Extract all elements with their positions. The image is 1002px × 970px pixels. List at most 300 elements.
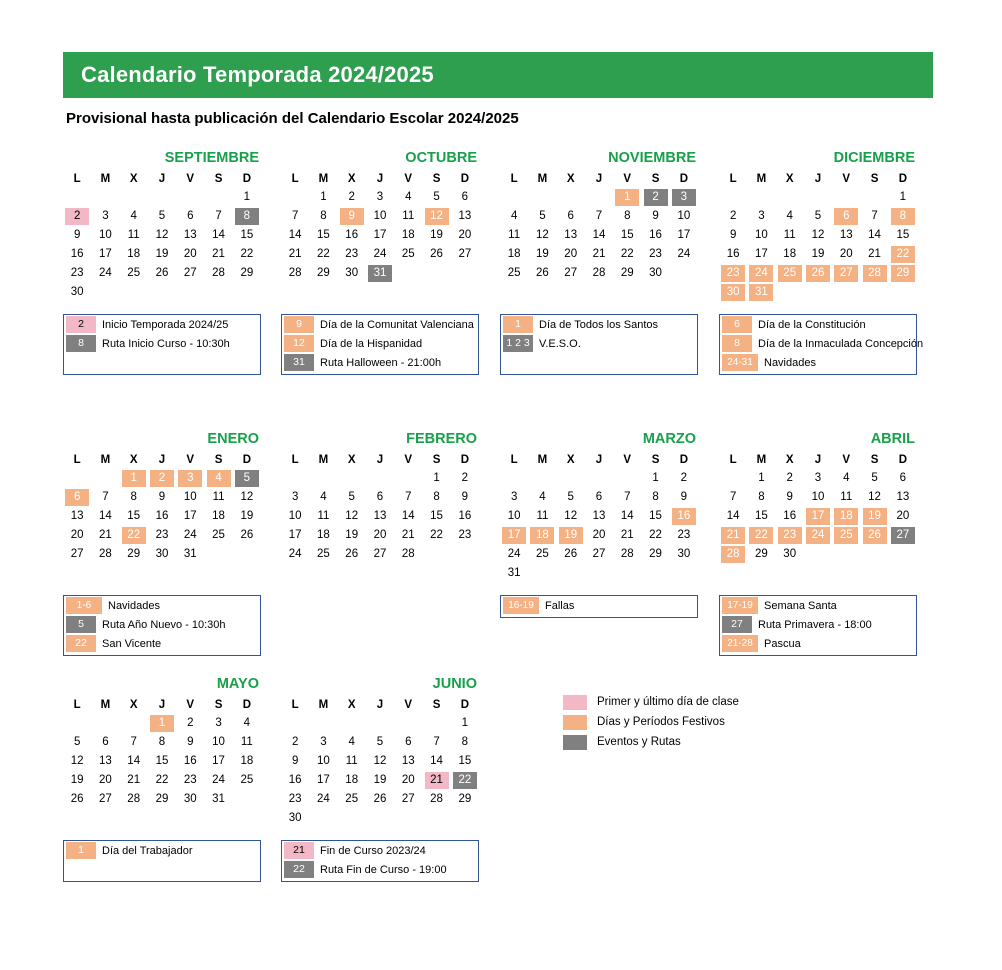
day-cell[interactable]: 26 (564, 548, 578, 560)
day-cell[interactable]: 7 (433, 736, 440, 748)
day-cell[interactable]: 8 (652, 491, 659, 503)
day-cell[interactable]: 4 (320, 491, 327, 503)
day-cell[interactable]: 22 (122, 527, 146, 544)
day-cell[interactable]: 12 (811, 229, 825, 241)
day-cell[interactable]: 4 (130, 210, 137, 222)
day-cell[interactable]: 9 (461, 491, 469, 503)
day-cell[interactable]: 18 (127, 248, 141, 260)
day-cell[interactable]: 19 (536, 248, 549, 260)
day-cell[interactable]: 24 (288, 548, 302, 560)
day-cell[interactable]: 30 (783, 548, 797, 560)
day-cell[interactable]: 22 (155, 774, 169, 786)
day-cell[interactable]: 22 (453, 772, 477, 789)
day-cell[interactable]: 26 (345, 548, 359, 560)
day-cell[interactable]: 29 (620, 267, 634, 279)
day-cell[interactable]: 25 (834, 527, 858, 544)
day-cell[interactable]: 23 (183, 774, 197, 786)
day-cell[interactable]: 9 (786, 491, 793, 503)
day-cell[interactable]: 21 (721, 527, 745, 544)
day-cell[interactable]: 3 (672, 189, 696, 206)
day-cell[interactable]: 9 (340, 208, 364, 225)
day-cell[interactable]: 13 (839, 229, 853, 241)
day-cell[interactable]: 28 (401, 548, 415, 560)
day-cell[interactable]: 7 (291, 210, 299, 222)
day-cell[interactable]: 8 (130, 491, 137, 503)
day-cell[interactable]: 27 (592, 548, 606, 560)
day-cell[interactable]: 29 (649, 548, 662, 560)
day-cell[interactable]: 30 (155, 548, 169, 560)
day-cell[interactable]: 21 (592, 248, 606, 260)
day-cell[interactable]: 19 (70, 774, 84, 786)
day-cell[interactable]: 20 (99, 774, 112, 786)
day-cell[interactable]: 13 (592, 510, 606, 522)
day-cell[interactable]: 9 (187, 736, 194, 748)
day-cell[interactable]: 7 (405, 491, 412, 503)
day-cell[interactable]: 2 (680, 472, 688, 484)
day-cell[interactable]: 31 (368, 265, 392, 282)
day-cell[interactable]: 21 (99, 529, 112, 541)
day-cell[interactable]: 18 (783, 248, 797, 260)
day-cell[interactable]: 30 (721, 284, 745, 301)
day-cell[interactable]: 31 (212, 793, 225, 805)
day-cell[interactable]: 4 (405, 191, 412, 203)
day-cell[interactable]: 23 (288, 793, 302, 805)
day-cell[interactable]: 28 (592, 267, 606, 279)
day-cell[interactable]: 28 (288, 267, 302, 279)
day-cell[interactable]: 4 (207, 470, 231, 487)
day-cell[interactable]: 5 (814, 210, 822, 222)
day-cell[interactable]: 27 (70, 548, 84, 560)
day-cell[interactable]: 19 (811, 248, 825, 260)
day-cell[interactable]: 27 (401, 793, 415, 805)
day-cell[interactable]: 24 (806, 527, 830, 544)
day-cell[interactable]: 24 (507, 548, 521, 560)
day-cell[interactable]: 16 (70, 248, 84, 260)
day-cell[interactable]: 30 (183, 793, 197, 805)
day-cell[interactable]: 29 (458, 793, 472, 805)
day-cell[interactable]: 13 (99, 755, 112, 767)
day-cell[interactable]: 21 (620, 529, 634, 541)
day-cell[interactable]: 19 (373, 774, 387, 786)
day-cell[interactable]: 29 (240, 267, 254, 279)
day-cell[interactable]: 2 (644, 189, 668, 206)
day-cell[interactable]: 31 (507, 567, 521, 579)
day-cell[interactable]: 31 (749, 284, 773, 301)
day-cell[interactable]: 31 (183, 548, 197, 560)
day-cell[interactable]: 18 (240, 755, 254, 767)
day-cell[interactable]: 6 (899, 472, 907, 484)
day-cell[interactable]: 15 (430, 510, 443, 522)
day-cell[interactable]: 20 (70, 529, 84, 541)
day-cell[interactable]: 7 (624, 491, 631, 503)
day-cell[interactable]: 6 (405, 736, 412, 748)
day-cell[interactable]: 21 (868, 248, 881, 260)
day-cell[interactable]: 26 (155, 267, 169, 279)
day-cell[interactable]: 25 (240, 774, 254, 786)
day-cell[interactable]: 7 (102, 491, 109, 503)
day-cell[interactable]: 20 (592, 529, 606, 541)
day-cell[interactable]: 27 (373, 548, 387, 560)
day-cell[interactable]: 15 (649, 510, 662, 522)
day-cell[interactable]: 22 (430, 529, 443, 541)
day-cell[interactable]: 10 (212, 736, 225, 748)
day-cell[interactable]: 12 (155, 229, 169, 241)
day-cell[interactable]: 4 (510, 210, 518, 222)
day-cell[interactable]: 24 (749, 265, 773, 282)
day-cell[interactable]: 19 (863, 508, 887, 525)
day-cell[interactable]: 11 (840, 491, 853, 503)
day-cell[interactable]: 3 (178, 470, 202, 487)
day-cell[interactable]: 25 (778, 265, 802, 282)
day-cell[interactable]: 10 (317, 755, 330, 767)
day-cell[interactable]: 2 (786, 472, 793, 484)
day-cell[interactable]: 26 (373, 793, 387, 805)
day-cell[interactable]: 11 (240, 736, 253, 748)
day-cell[interactable]: 8 (158, 736, 166, 748)
day-cell[interactable]: 16 (672, 508, 696, 525)
day-cell[interactable]: 3 (320, 736, 327, 748)
day-cell[interactable]: 10 (183, 491, 197, 503)
day-cell[interactable]: 25 (317, 548, 330, 560)
day-cell[interactable]: 18 (345, 774, 359, 786)
day-cell[interactable]: 23 (649, 248, 662, 260)
day-cell[interactable]: 22 (620, 248, 634, 260)
day-cell[interactable]: 16 (458, 510, 472, 522)
day-cell[interactable]: 16 (183, 755, 197, 767)
day-cell[interactable]: 11 (212, 491, 225, 503)
day-cell[interactable]: 14 (99, 510, 112, 522)
day-cell[interactable]: 23 (345, 248, 359, 260)
day-cell[interactable]: 28 (863, 265, 887, 282)
day-cell[interactable]: 7 (871, 210, 878, 222)
day-cell[interactable]: 27 (458, 248, 472, 260)
day-cell[interactable]: 6 (102, 736, 109, 748)
day-cell[interactable]: 22 (240, 248, 254, 260)
day-cell[interactable]: 8 (320, 210, 327, 222)
day-cell[interactable]: 19 (155, 248, 169, 260)
day-cell[interactable]: 25 (401, 248, 415, 260)
day-cell[interactable]: 29 (755, 548, 768, 560)
day-cell[interactable]: 9 (158, 491, 166, 503)
day-cell[interactable]: 8 (433, 491, 440, 503)
day-cell[interactable]: 14 (288, 229, 302, 241)
day-cell[interactable]: 6 (834, 208, 858, 225)
day-cell[interactable]: 12 (536, 229, 549, 241)
day-cell[interactable]: 10 (288, 510, 302, 522)
day-cell[interactable]: 11 (783, 229, 796, 241)
day-cell[interactable]: 1 (243, 191, 251, 203)
day-cell[interactable]: 15 (240, 229, 254, 241)
day-cell[interactable]: 13 (401, 755, 415, 767)
day-cell[interactable]: 3 (376, 191, 384, 203)
day-cell[interactable]: 30 (649, 267, 662, 279)
day-cell[interactable]: 15 (127, 510, 141, 522)
day-cell[interactable]: 4 (843, 472, 850, 484)
day-cell[interactable]: 25 (507, 267, 521, 279)
day-cell[interactable]: 24 (183, 529, 197, 541)
day-cell[interactable]: 13 (70, 510, 84, 522)
day-cell[interactable]: 26 (70, 793, 84, 805)
day-cell[interactable]: 22 (749, 527, 773, 544)
day-cell[interactable]: 18 (530, 527, 554, 544)
day-cell[interactable]: 10 (811, 491, 825, 503)
day-cell[interactable]: 14 (127, 755, 141, 767)
day-cell[interactable]: 5 (539, 210, 546, 222)
day-cell[interactable]: 9 (291, 755, 299, 767)
day-cell[interactable]: 19 (240, 510, 254, 522)
day-cell[interactable]: 8 (461, 736, 469, 748)
day-cell[interactable]: 18 (401, 229, 415, 241)
day-cell[interactable]: 16 (726, 248, 740, 260)
day-cell[interactable]: 3 (102, 210, 109, 222)
day-cell[interactable]: 11 (127, 229, 140, 241)
day-cell[interactable]: 17 (373, 229, 387, 241)
day-cell[interactable]: 1 (320, 191, 327, 203)
day-cell[interactable]: 5 (433, 191, 440, 203)
day-cell[interactable]: 19 (430, 229, 443, 241)
day-cell[interactable]: 20 (458, 229, 472, 241)
day-cell[interactable]: 27 (891, 527, 915, 544)
day-cell[interactable]: 9 (729, 229, 737, 241)
day-cell[interactable]: 20 (839, 248, 853, 260)
day-cell[interactable]: 17 (806, 508, 830, 525)
day-cell[interactable]: 17 (317, 774, 330, 786)
day-cell[interactable]: 10 (373, 210, 387, 222)
day-cell[interactable]: 25 (345, 793, 359, 805)
day-cell[interactable]: 22 (649, 529, 662, 541)
day-cell[interactable]: 6 (461, 191, 469, 203)
day-cell[interactable]: 16 (649, 229, 662, 241)
day-cell[interactable]: 19 (345, 529, 359, 541)
day-cell[interactable]: 26 (240, 529, 254, 541)
day-cell[interactable]: 7 (215, 210, 222, 222)
day-cell[interactable]: 24 (317, 793, 330, 805)
day-cell[interactable]: 21 (401, 529, 415, 541)
day-cell[interactable]: 1 (652, 472, 659, 484)
day-cell[interactable]: 2 (729, 210, 737, 222)
day-cell[interactable]: 10 (677, 210, 691, 222)
day-cell[interactable]: 1 (461, 717, 469, 729)
day-cell[interactable]: 15 (755, 510, 768, 522)
day-cell[interactable]: 1 (150, 715, 174, 732)
day-cell[interactable]: 28 (620, 548, 634, 560)
day-cell[interactable]: 30 (70, 286, 84, 298)
day-cell[interactable]: 27 (99, 793, 112, 805)
day-cell[interactable]: 4 (243, 717, 251, 729)
day-cell[interactable]: 1 (758, 472, 765, 484)
day-cell[interactable]: 20 (183, 248, 197, 260)
day-cell[interactable]: 5 (235, 470, 259, 487)
day-cell[interactable]: 3 (814, 472, 822, 484)
day-cell[interactable]: 11 (508, 229, 521, 241)
day-cell[interactable]: 6 (376, 491, 384, 503)
day-cell[interactable]: 23 (677, 529, 691, 541)
day-cell[interactable]: 7 (130, 736, 137, 748)
day-cell[interactable]: 23 (70, 267, 84, 279)
day-cell[interactable]: 23 (778, 527, 802, 544)
day-cell[interactable]: 8 (235, 208, 259, 225)
day-cell[interactable]: 15 (317, 229, 330, 241)
day-cell[interactable]: 26 (536, 267, 549, 279)
day-cell[interactable]: 20 (401, 774, 415, 786)
day-cell[interactable]: 21 (212, 248, 225, 260)
day-cell[interactable]: 7 (729, 491, 737, 503)
day-cell[interactable]: 8 (758, 491, 765, 503)
day-cell[interactable]: 29 (127, 548, 141, 560)
day-cell[interactable]: 17 (755, 248, 768, 260)
day-cell[interactable]: 18 (507, 248, 521, 260)
day-cell[interactable]: 17 (502, 527, 526, 544)
day-cell[interactable]: 18 (317, 529, 330, 541)
day-cell[interactable]: 25 (536, 548, 549, 560)
day-cell[interactable]: 28 (99, 548, 112, 560)
day-cell[interactable]: 2 (65, 208, 89, 225)
day-cell[interactable]: 8 (891, 208, 915, 225)
day-cell[interactable]: 25 (127, 267, 141, 279)
day-cell[interactable]: 6 (595, 491, 603, 503)
day-cell[interactable]: 2 (291, 736, 299, 748)
day-cell[interactable]: 17 (212, 755, 225, 767)
day-cell[interactable]: 13 (564, 229, 578, 241)
day-cell[interactable]: 26 (863, 527, 887, 544)
day-cell[interactable]: 14 (401, 510, 415, 522)
day-cell[interactable]: 18 (834, 508, 858, 525)
day-cell[interactable]: 16 (155, 510, 169, 522)
day-cell[interactable]: 24 (677, 248, 691, 260)
day-cell[interactable]: 17 (99, 248, 112, 260)
day-cell[interactable]: 14 (620, 510, 634, 522)
day-cell[interactable]: 4 (348, 736, 355, 748)
day-cell[interactable]: 29 (317, 267, 330, 279)
day-cell[interactable]: 27 (564, 267, 578, 279)
day-cell[interactable]: 15 (896, 229, 910, 241)
day-cell[interactable]: 28 (127, 793, 141, 805)
day-cell[interactable]: 3 (291, 491, 299, 503)
day-cell[interactable]: 30 (288, 812, 302, 824)
day-cell[interactable]: 11 (536, 510, 549, 522)
day-cell[interactable]: 8 (624, 210, 631, 222)
day-cell[interactable]: 12 (345, 510, 359, 522)
day-cell[interactable]: 5 (73, 736, 81, 748)
day-cell[interactable]: 1 (433, 472, 440, 484)
day-cell[interactable]: 6 (187, 210, 194, 222)
day-cell[interactable]: 12 (425, 208, 449, 225)
day-cell[interactable]: 28 (430, 793, 443, 805)
day-cell[interactable]: 30 (677, 548, 691, 560)
day-cell[interactable]: 12 (240, 491, 254, 503)
day-cell[interactable]: 17 (677, 229, 691, 241)
day-cell[interactable]: 14 (212, 229, 225, 241)
day-cell[interactable]: 1 (615, 189, 639, 206)
day-cell[interactable]: 24 (373, 248, 387, 260)
day-cell[interactable]: 13 (458, 210, 472, 222)
day-cell[interactable]: 9 (73, 229, 81, 241)
day-cell[interactable]: 10 (507, 510, 521, 522)
day-cell[interactable]: 14 (430, 755, 443, 767)
day-cell[interactable]: 23 (458, 529, 472, 541)
day-cell[interactable]: 4 (539, 491, 546, 503)
day-cell[interactable]: 3 (215, 717, 222, 729)
day-cell[interactable]: 19 (559, 527, 583, 544)
day-cell[interactable]: 4 (786, 210, 793, 222)
day-cell[interactable]: 9 (652, 210, 659, 222)
day-cell[interactable]: 24 (99, 267, 112, 279)
day-cell[interactable]: 18 (212, 510, 225, 522)
day-cell[interactable]: 10 (99, 229, 112, 241)
day-cell[interactable]: 12 (868, 491, 881, 503)
day-cell[interactable]: 17 (183, 510, 197, 522)
day-cell[interactable]: 1 (122, 470, 146, 487)
day-cell[interactable]: 29 (891, 265, 915, 282)
day-cell[interactable]: 2 (348, 191, 355, 203)
day-cell[interactable]: 3 (510, 491, 518, 503)
day-cell[interactable]: 5 (376, 736, 384, 748)
day-cell[interactable]: 2 (461, 472, 469, 484)
day-cell[interactable]: 6 (65, 489, 89, 506)
day-cell[interactable]: 22 (317, 248, 330, 260)
day-cell[interactable]: 16 (345, 229, 359, 241)
day-cell[interactable]: 5 (567, 491, 574, 503)
day-cell[interactable]: 14 (726, 510, 740, 522)
day-cell[interactable]: 26 (806, 265, 830, 282)
day-cell[interactable]: 3 (758, 210, 765, 222)
day-cell[interactable]: 13 (896, 491, 910, 503)
day-cell[interactable]: 2 (187, 717, 194, 729)
day-cell[interactable]: 21 (288, 248, 302, 260)
day-cell[interactable]: 23 (155, 529, 169, 541)
day-cell[interactable]: 26 (430, 248, 443, 260)
day-cell[interactable]: 21 (127, 774, 141, 786)
day-cell[interactable]: 24 (212, 774, 225, 786)
day-cell[interactable]: 11 (317, 510, 330, 522)
day-cell[interactable]: 9 (680, 491, 688, 503)
day-cell[interactable]: 29 (155, 793, 169, 805)
day-cell[interactable]: 13 (373, 510, 387, 522)
day-cell[interactable]: 15 (155, 755, 169, 767)
day-cell[interactable]: 27 (834, 265, 858, 282)
day-cell[interactable]: 14 (592, 229, 606, 241)
day-cell[interactable]: 16 (783, 510, 797, 522)
day-cell[interactable]: 20 (896, 510, 910, 522)
day-cell[interactable]: 25 (212, 529, 225, 541)
day-cell[interactable]: 12 (564, 510, 578, 522)
day-cell[interactable]: 15 (458, 755, 472, 767)
day-cell[interactable]: 16 (288, 774, 302, 786)
day-cell[interactable]: 15 (620, 229, 634, 241)
day-cell[interactable]: 12 (70, 755, 84, 767)
day-cell[interactable]: 5 (348, 491, 355, 503)
day-cell[interactable]: 20 (564, 248, 578, 260)
day-cell[interactable]: 7 (595, 210, 603, 222)
day-cell[interactable]: 23 (721, 265, 745, 282)
day-cell[interactable]: 2 (150, 470, 174, 487)
day-cell[interactable]: 17 (288, 529, 302, 541)
day-cell[interactable]: 10 (755, 229, 768, 241)
day-cell[interactable]: 5 (871, 472, 878, 484)
day-cell[interactable]: 21 (425, 772, 449, 789)
day-cell[interactable]: 6 (567, 210, 574, 222)
day-cell[interactable]: 28 (212, 267, 225, 279)
day-cell[interactable]: 27 (183, 267, 197, 279)
day-cell[interactable]: 5 (158, 210, 166, 222)
day-cell[interactable]: 30 (345, 267, 359, 279)
day-cell[interactable]: 14 (868, 229, 881, 241)
day-cell[interactable]: 20 (373, 529, 387, 541)
day-cell[interactable]: 1 (899, 191, 907, 203)
day-cell[interactable]: 22 (891, 246, 915, 263)
day-cell[interactable]: 13 (183, 229, 197, 241)
day-cell[interactable]: 12 (373, 755, 387, 767)
